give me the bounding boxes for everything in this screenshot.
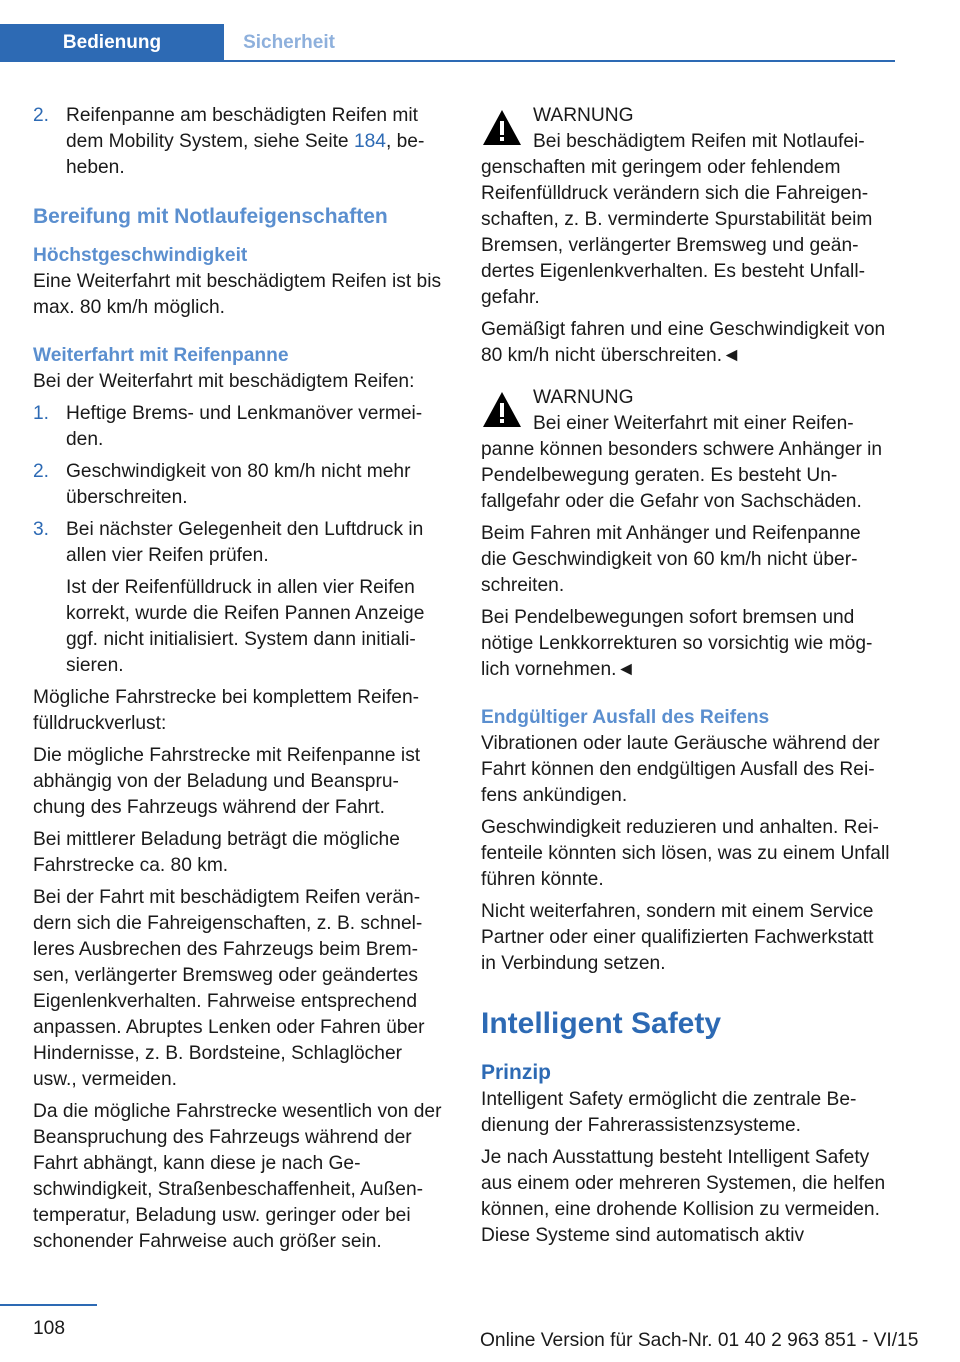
paragraph: Bei der Fahrt mit beschädigtem Reifen verändern sich die Fahreigenschaften, z. B. schnelleres Ausbrechen des Fahrzeugs beim Bremsen, verlängerter Bremsweg oder geändertes Eigenlenkverhalten. Fahrweise entsprechend anpassen. Abruptes Lenken oder Fahren über Hindernisse, z. B. Bordsteine, Schlaglöcher usw., vermeiden.	[33, 887, 425, 1090]
paragraph: Gemäßigt fahren und eine Geschwindigkeit von 80 km/h nicht überschreiten.◄	[481, 319, 886, 366]
paragraph: Die mögliche Fahrstrecke mit Reifenpanne ist abhängig von der Beladung und Beanspruchung des Fahrzeugs während der Fahrt.	[33, 745, 421, 818]
list-text: Geschwindigkeit von 80 km/h nicht mehr überschreiten.	[66, 461, 411, 508]
tab-sicherheit[interactable]: Sicherheit	[243, 32, 335, 53]
list-number: 1.	[33, 403, 50, 424]
warning-block	[481, 385, 891, 515]
warning-title: WARNUNG	[533, 387, 634, 408]
footer-online-version: Online Version für Sach-Nr. 01 40 2 963 851 - VI/15	[480, 1330, 919, 1351]
right-column	[481, 103, 891, 1255]
list-item	[33, 401, 443, 453]
warning-triangle-icon	[481, 389, 523, 431]
list-number: 3.	[33, 519, 50, 540]
paragraph: Mögliche Fahrstrecke bei komplettem Reifenfülldruckverlust:	[33, 687, 420, 734]
footer-rule	[0, 1304, 97, 1306]
section-heading-runflat: Bereifung mit Notlaufeigenschaften	[33, 205, 388, 228]
paragraph: Bei mittlerer Beladung beträgt die mögliche Fahrstrecke ca. 80 km.	[33, 829, 400, 876]
paragraph: Geschwindigkeit reduzieren und anhalten. Reifenteile könnten sich lösen, was zu einem Unfall führen könnte.	[481, 817, 890, 890]
list-number: 2.	[33, 461, 50, 482]
page-link[interactable]: 184	[353, 131, 386, 152]
paragraph: Intelligent Safety ermöglicht die zentrale Bedienung der Fahrerassistenzsysteme.	[481, 1089, 857, 1136]
paragraph: Bei Pendelbewegungen sofort bremsen und nötige Lenkkorrekturen so vorsichtig wie möglich vornehmen.◄	[481, 607, 873, 680]
header-tabs	[0, 24, 895, 62]
list-number: 2.	[33, 105, 50, 126]
paragraph: Bei der Weiterfahrt mit beschädigtem Reifen:	[33, 371, 415, 392]
warning-text: Bei beschädigtem Reifen mit Notlaufeigenschaften mit geringem oder fehlendem Reifenfülldruck verändern sich die Fahreigenschaften, z. B. verminderte Spurstabilität beim Bremsen, verlängerter Bremsweg und geändertes Eigenlenkverhalten. Es besteht Unfallgefahr.	[481, 131, 873, 308]
list-item	[33, 459, 443, 511]
subheading-speed: Höchstgeschwindigkeit	[33, 245, 248, 266]
warning-title: WARNUNG	[533, 105, 634, 126]
header-rule	[224, 60, 895, 62]
warning-triangle-icon	[481, 107, 523, 149]
page-number: 108	[33, 1318, 66, 1339]
subheading-principle: Prinzip	[481, 1061, 552, 1084]
list-text: Heftige Brems- und Lenkmanöver vermeiden.	[66, 403, 423, 450]
tab-bedienung[interactable]: Bedienung	[0, 24, 224, 62]
subheading-continue: Weiterfahrt mit Reifenpanne	[33, 345, 289, 366]
paragraph: Eine Weiterfahrt mit beschädigtem Reifen ist bis max. 80 km/h möglich.	[33, 271, 442, 318]
warning-text: Bei einer Weiterfahrt mit einer Reifenpanne können besonders schwere Anhänger in Pendelbewegung geraten. Es besteht Unfallgefahr oder die Gefahr von Sachschäden.	[481, 413, 883, 512]
paragraph: Nicht weiterfahren, sondern mit einem Service Partner oder einer qualifizierten Fachwerkstatt in Verbindung setzen.	[481, 901, 874, 974]
subheading-failure: Endgültiger Ausfall des Reifens	[481, 707, 770, 728]
paragraph: Vibrationen oder laute Geräusche während der Fahrt können den endgültigen Ausfall des Reifens ankündigen.	[481, 733, 880, 806]
list-item	[33, 517, 443, 569]
warning-block	[481, 103, 891, 311]
list-text: Bei nächster Gelegenheit den Luftdruck in allen vier Reifen prüfen.	[66, 519, 424, 566]
list-item	[33, 103, 443, 181]
list-text: Reifenpanne am beschädigten Reifen mit dem Mobility System, siehe Seite 184, beheben.	[66, 105, 425, 178]
paragraph: Beim Fahren mit Anhänger und Reifenpanne die Geschwindigkeit von 60 km/h nicht überschreiten.	[481, 523, 861, 596]
paragraph: Da die mögliche Fahrstrecke wesentlich von der Beanspruchung des Fahrzeugs während der Fahrt abhängt, kann diese je nach Geschwindigkeit, Straßenbeschaffenheit, Außentemperatur, Beladung usw. geringer oder bei schonender Fahrweise auch größer sein.	[33, 1101, 442, 1252]
paragraph: Je nach Ausstattung besteht Intelligent Safety aus einem oder mehreren Systemen, die helfen können, eine drohende Kollision zu vermeiden. Diese Systeme sind automatisch aktiv	[481, 1147, 886, 1246]
left-column	[33, 103, 443, 1261]
chapter-heading-safety: Intelligent Safety	[481, 1007, 722, 1040]
list-sub-paragraph: Ist der Reifenfülldruck in allen vier Reifen korrekt, wurde die Reifen Pannen Anzeige ggf. nicht initialisiert. System dann initialisieren.	[66, 577, 425, 676]
